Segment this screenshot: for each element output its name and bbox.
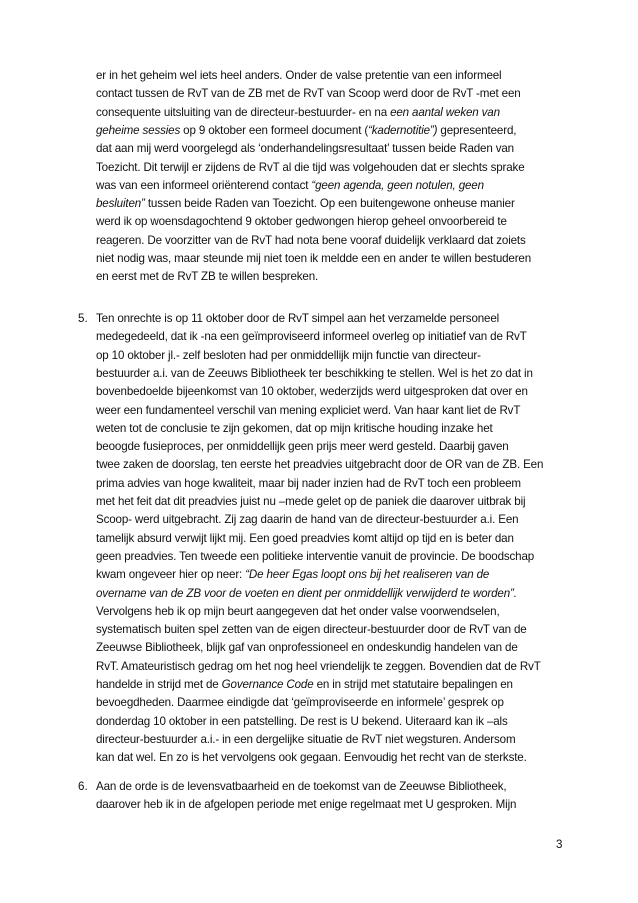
text-line [96, 676, 513, 694]
text-line [96, 438, 509, 456]
text-run: er in het geheim wel iets heel anders. Onder de valse pretentie van een informeel [96, 69, 502, 82]
text-run: met het feit dat dit preadvies juist nu –mede gelet op de paniek die daarover uitbrak bij [96, 495, 526, 508]
text-line [96, 778, 506, 796]
text-line [96, 713, 508, 731]
text-run: tamelijk absurd verwijt lijkt mij. Een goed preadvies komt altijd op tijd en is beter dan [96, 531, 514, 545]
text-line [96, 122, 516, 140]
page-number: 3 [556, 838, 563, 851]
text-run: niet nodig was, maar steunde mij niet toen ik meldde een en ander te willen bestuderen [96, 252, 532, 265]
text-run: bevoegdheden. Daarmee eindigde dat ‘geïmproviseerde en informele’ gesprek op [96, 696, 504, 710]
text-run: op 9 oktober een formeel document ( [180, 123, 369, 137]
text-line [96, 232, 526, 250]
text-run: weer een fundamenteel verschil van mening expliciet werd. Van haar kant liet de RvT [96, 403, 521, 417]
text-line [96, 475, 521, 493]
text-line [96, 566, 489, 584]
text-run: prima advies van hoge kwaliteit, maar bij nader inzien had de RvT toch een probleem [96, 476, 521, 490]
text-run: op 10 oktober jl.- zelf besloten had per onmiddellijk mijn functie van directeur- [96, 348, 481, 362]
text-line [96, 213, 507, 231]
text-line [96, 85, 521, 103]
text-line [96, 585, 517, 603]
text-run: RvT. Amateuristisch gedrag om het nog heel vriendelijk te zeggen. Bovendien dat de RvT [96, 659, 541, 673]
text-run: en eerst met de RvT ZB te willen bespreken. [96, 270, 319, 284]
text-run: systematisch buiten spel zetten van de eigen directeur-bestuurder door de RvT van de [96, 623, 527, 637]
text-run: handelde in strijd met de [96, 678, 222, 691]
text-run: consequente uitsluiting van de directeur-bestuurder- en na [96, 105, 391, 119]
text-line [96, 548, 534, 566]
text-line [96, 694, 504, 712]
text-line [96, 658, 541, 676]
text-run: bestuurder a.i. van de Zeeuws Bibliotheek ter beschikking te stellen. Wel is het zo dat in [96, 366, 533, 380]
text-run: Ten onrechte is op 11 oktober door de RvT simpel aan het verzamelde personeel [96, 312, 500, 325]
text-run: tussen beide Raden van Toezicht. Op een buitengewone onheuse manier [144, 197, 515, 211]
text-line [96, 402, 520, 420]
text-line [96, 420, 493, 438]
italic-run: een aantal weken van [390, 105, 500, 119]
text-run: geen preadvies. Ten tweede een politieke interventie vanuit de provincie. De boodschap [96, 549, 535, 563]
text-line [96, 347, 481, 365]
text-line [96, 621, 527, 639]
italic-run: “geen agenda, geen notulen, geen [311, 178, 484, 192]
text-line [96, 603, 500, 621]
text-run: Toezicht. Dit terwijl er zijdens de RvT al die tijd was volgehouden dat er slechts sprake [96, 160, 525, 174]
text-line [96, 639, 518, 657]
text-line [96, 796, 516, 814]
text-run: weten tot de conclusie te zijn gekomen, dat op mijn kritische houding inzake het [96, 421, 493, 435]
text-line [96, 731, 515, 749]
text-line [96, 493, 525, 511]
text-run: medegedeeld, dat ik -na een geïmproviseerd informeel overleg op initiatief van de RvT [96, 330, 527, 344]
text-run: dat aan mij werd voorgelegd als ‘onderhandelingsresultaat’ tussen beide Raden van [96, 142, 514, 156]
text-line [96, 383, 528, 401]
text-run: en in strijd met statutaire bepalingen en [313, 678, 513, 691]
italic-run: overname van de ZB voor de voeten en dient per onmiddellijk verwijderd te worden”. [96, 586, 517, 600]
text-run: contact tussen de RvT van de ZB met de RvT van Scoop werd door de RvT -met een [96, 87, 521, 101]
text-line [96, 177, 484, 195]
text-run: kan dat wel. En zo is het vervolgens ook gegaan. Eenvoudig het recht van de sterkste. [96, 751, 527, 765]
italic-run: Governance Code [221, 678, 314, 691]
item-5-number: 5. [78, 312, 88, 325]
text-line [96, 140, 514, 158]
text-run: Aan de orde is de levensvatbaarheid en de toekomst van de Zeeuwse Bibliotheek, [96, 780, 507, 793]
text-line [96, 530, 514, 548]
text-line [96, 268, 318, 286]
text-line [96, 511, 518, 529]
italic-run: besluiten” [96, 197, 145, 211]
text-run: bovenbedoelde bijeenkomst van 10 oktober, wederzijds werd uitgesproken dat over en [96, 385, 528, 399]
text-run: daarover heb ik in de afgelopen periode met enige regelmaat met U gesproken. Mijn [96, 798, 517, 812]
text-run: gepresenteerd, [437, 123, 517, 137]
text-line [96, 456, 543, 474]
text-run: reageren. De voorzitter van de RvT had nota bene vooraf duidelijk verklaard dat zoiets [96, 233, 526, 247]
text-line [96, 310, 499, 328]
text-run: donderdag 10 oktober in een patstelling. De rest is U bekend. Uiteraard kan ik –als [96, 714, 508, 728]
text-run: was van een informeel oriënterend contact [96, 178, 312, 192]
text-line [96, 365, 533, 383]
text-line [96, 67, 501, 85]
italic-run: “kadernotitie”) [368, 123, 438, 137]
text-line [96, 159, 525, 177]
text-run: beoogde fusieproces, per onmiddellijk geen prijs meer werd gesteld. Daarbij gaven [96, 440, 509, 454]
text-run: twee zaken de doorslag, ten eerste het preadvies uitgebracht door de OR van de ZB. Een [96, 458, 544, 472]
text-run: Zeeuwse Bibliotheek, blijk gaf van onprofessioneel en ondeskundig handelen van de [96, 641, 518, 655]
text-line [96, 328, 527, 346]
text-line [96, 250, 531, 268]
italic-run: “De heer Egas loopt ons bij het realiseren van de [245, 568, 490, 582]
text-line [96, 195, 515, 213]
item-6-number: 6. [78, 780, 88, 793]
text-run: directeur-bestuurder a.i.- in een dergelijke situatie de RvT niet wegsturen. Andersom [96, 732, 516, 746]
text-run: kwam ongeveer hier op neer: [96, 568, 246, 582]
text-line [96, 749, 527, 767]
text-run: Vervolgens heb ik op mijn beurt aangegeven dat het onder valse voorwendselen, [96, 604, 500, 618]
italic-run: geheime sessies [96, 123, 181, 137]
text-run: werd ik op woensdagochtend 9 oktober gedwongen hierop geheel onvoorbereid te [96, 215, 507, 229]
text-run: Scoop- werd uitgebracht. Zij zag daarin de hand van de directeur-bestuurder a.i. Een [96, 513, 519, 527]
text-line [96, 104, 500, 122]
